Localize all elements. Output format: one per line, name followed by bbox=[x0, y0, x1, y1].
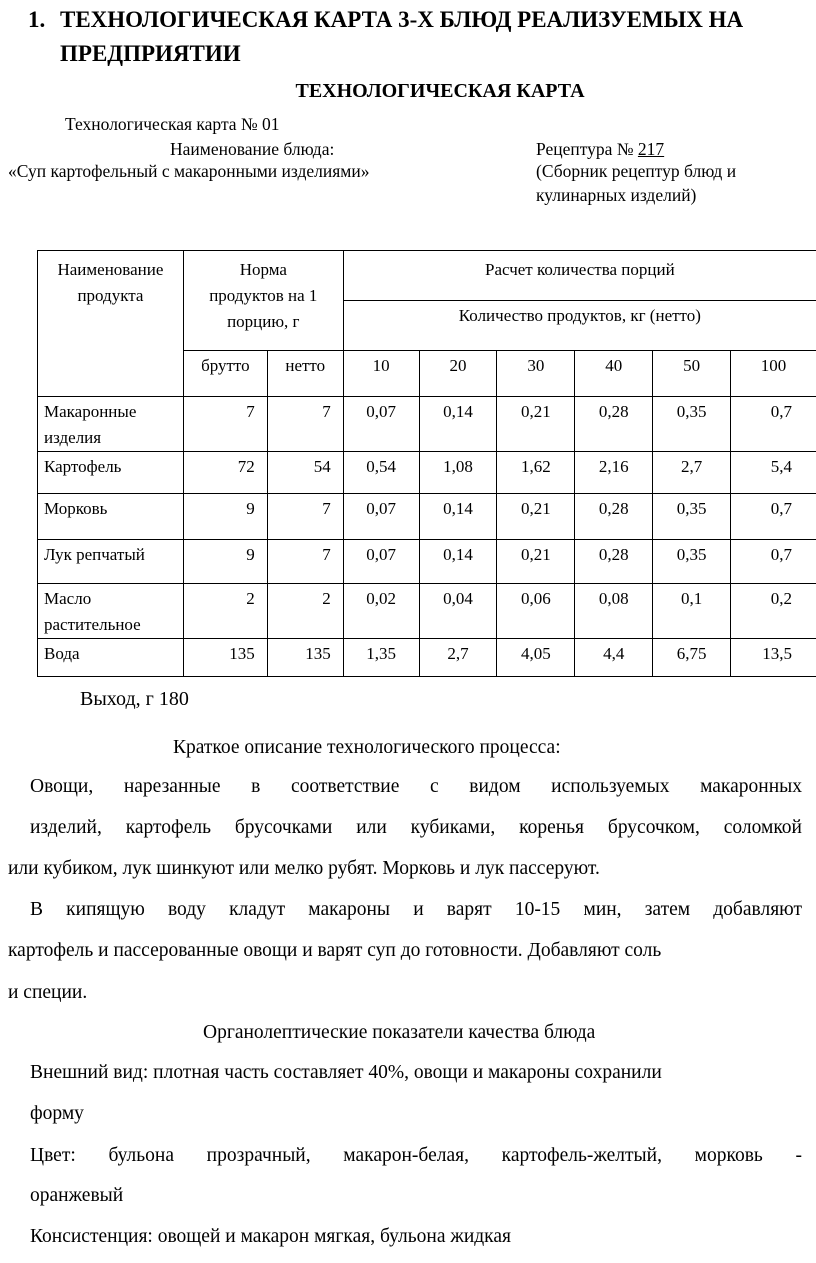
quantity-cell: 0,7 bbox=[731, 494, 816, 540]
product-name: Морковь bbox=[38, 494, 184, 540]
brutto-cell: 135 bbox=[183, 639, 267, 677]
quantity-cell: 0,21 bbox=[497, 494, 575, 540]
process-p1-line3: или кубиком, лук шинкуют или мелко рубят. Морковь и лук пассеруют. bbox=[8, 858, 600, 879]
quantity-cell: 0,28 bbox=[575, 540, 653, 584]
quantity-cell: 0,35 bbox=[653, 397, 731, 452]
recipe-number: 217 bbox=[637, 139, 665, 159]
quantity-cell: 0,7 bbox=[731, 397, 816, 452]
heading-number: 1. bbox=[28, 7, 46, 32]
quantity-cell: 4,05 bbox=[497, 639, 575, 677]
quantity-cell: 0,06 bbox=[497, 584, 575, 639]
quantity-cell: 5,4 bbox=[731, 452, 816, 494]
table-row bbox=[38, 452, 816, 494]
quantity-cell: 0,28 bbox=[575, 494, 653, 540]
col-portion: 30 bbox=[497, 351, 575, 397]
header-product: Наименование продукта bbox=[38, 251, 184, 397]
quantity-cell: 0,21 bbox=[497, 397, 575, 452]
header-qty: Количество продуктов, кг (нетто) bbox=[343, 301, 816, 351]
quantity-cell: 1,35 bbox=[343, 639, 419, 677]
quality-look-line2: форму bbox=[30, 1103, 84, 1124]
process-p1-line2: изделий, картофель брусочками или кубиками, коренья брусочком, соломкой bbox=[30, 817, 802, 838]
quality-color-line1: Цвет: бульона прозрачный, макарон-белая, картофель-желтый, морковь - bbox=[30, 1145, 802, 1166]
quantity-cell: 0,1 bbox=[653, 584, 731, 639]
netto-cell: 7 bbox=[267, 397, 343, 452]
process-p2-line3: и специи. bbox=[8, 982, 88, 1003]
quantity-cell: 0,14 bbox=[419, 397, 497, 452]
recipe-source-1: (Сборник рецептур блюд и bbox=[536, 161, 737, 181]
brutto-cell: 9 bbox=[183, 494, 267, 540]
quantity-cell: 0,14 bbox=[419, 540, 497, 584]
table-row bbox=[38, 584, 816, 639]
recipe-table bbox=[37, 250, 816, 677]
quantity-cell: 0,02 bbox=[343, 584, 419, 639]
quality-look-line1: Внешний вид: плотная часть составляет 40%, овощи и макароны сохранили bbox=[30, 1062, 662, 1083]
table-row bbox=[38, 540, 816, 584]
recipe-label: Рецептура № bbox=[536, 139, 634, 159]
quantity-cell: 1,62 bbox=[497, 452, 575, 494]
card-number: Технологическая карта № 01 bbox=[65, 114, 280, 134]
brutto-cell: 2 bbox=[183, 584, 267, 639]
quality-title: Органолептические показатели качества блюда bbox=[203, 1022, 596, 1043]
col-brutto: брутто bbox=[183, 351, 267, 397]
quality-consistency: Консистенция: овощей и макарон мягкая, бульона жидкая bbox=[30, 1226, 511, 1247]
netto-cell: 135 bbox=[267, 639, 343, 677]
product-name: Вода bbox=[38, 639, 184, 677]
quantity-cell: 0,07 bbox=[343, 540, 419, 584]
card-title: ТЕХНОЛОГИЧЕСКАЯ КАРТА bbox=[295, 80, 585, 102]
table-row bbox=[38, 639, 816, 677]
dish-label: Наименование блюда: bbox=[170, 139, 335, 159]
quantity-cell: 0,7 bbox=[731, 540, 816, 584]
quantity-cell: 4,4 bbox=[575, 639, 653, 677]
quantity-cell: 0,28 bbox=[575, 397, 653, 452]
process-p1-line1: Овощи, нарезанные в соответствие с видом используемых макаронных bbox=[30, 776, 802, 797]
col-netto: нетто bbox=[267, 351, 343, 397]
quantity-cell: 2,7 bbox=[419, 639, 497, 677]
product-name: Лук репчатый bbox=[38, 540, 184, 584]
netto-cell: 7 bbox=[267, 494, 343, 540]
header-calc: Расчет количества порций bbox=[343, 251, 816, 301]
quantity-cell: 0,54 bbox=[343, 452, 419, 494]
heading-line-2: ПРЕДПРИЯТИИ bbox=[60, 41, 241, 66]
header-norm: Норма продуктов на 1 порцию, г bbox=[183, 251, 343, 351]
col-portion: 40 bbox=[575, 351, 653, 397]
quantity-cell: 0,2 bbox=[731, 584, 816, 639]
process-p2-line1: В кипящую воду кладут макароны и варят 10-15 мин, затем добавляют bbox=[30, 899, 802, 920]
table-row bbox=[38, 494, 816, 540]
col-portion: 20 bbox=[419, 351, 497, 397]
product-name: Макаронные изделия bbox=[38, 397, 184, 452]
quantity-cell: 0,07 bbox=[343, 494, 419, 540]
col-portion: 50 bbox=[653, 351, 731, 397]
product-name: Картофель bbox=[38, 452, 184, 494]
brutto-cell: 7 bbox=[183, 397, 267, 452]
process-p2-line2: картофель и пассерованные овощи и варят суп до готовности. Добавляют соль bbox=[8, 940, 662, 961]
quantity-cell: 13,5 bbox=[731, 639, 816, 677]
process-title: Краткое описание технологического процесса: bbox=[173, 737, 561, 758]
quantity-cell: 0,35 bbox=[653, 494, 731, 540]
col-portion: 10 bbox=[343, 351, 419, 397]
quantity-cell: 0,14 bbox=[419, 494, 497, 540]
quantity-cell: 0,35 bbox=[653, 540, 731, 584]
brutto-cell: 9 bbox=[183, 540, 267, 584]
quality-color-line2: оранжевый bbox=[30, 1185, 124, 1206]
quantity-cell: 6,75 bbox=[653, 639, 731, 677]
col-portion: 100 bbox=[731, 351, 816, 397]
product-name: Масло растительное bbox=[38, 584, 184, 639]
recipe-source-2: кулинарных изделий) bbox=[536, 185, 697, 205]
netto-cell: 54 bbox=[267, 452, 343, 494]
quantity-cell: 0,21 bbox=[497, 540, 575, 584]
quantity-cell: 1,08 bbox=[419, 452, 497, 494]
heading-line-1: ТЕХНОЛОГИЧЕСКАЯ КАРТА 3-Х БЛЮД РЕАЛИЗУЕМЫХ НА bbox=[60, 7, 744, 32]
netto-cell: 2 bbox=[267, 584, 343, 639]
recipe-line bbox=[536, 138, 664, 160]
brutto-cell: 72 bbox=[183, 452, 267, 494]
quantity-cell: 2,16 bbox=[575, 452, 653, 494]
output-yield: Выход, г 180 bbox=[80, 688, 189, 710]
quantity-cell: 0,08 bbox=[575, 584, 653, 639]
dish-name: «Суп картофельный с макаронными изделиями» bbox=[8, 161, 370, 181]
quantity-cell: 0,07 bbox=[343, 397, 419, 452]
netto-cell: 7 bbox=[267, 540, 343, 584]
quantity-cell: 2,7 bbox=[653, 452, 731, 494]
quantity-cell: 0,04 bbox=[419, 584, 497, 639]
table-row bbox=[38, 397, 816, 452]
